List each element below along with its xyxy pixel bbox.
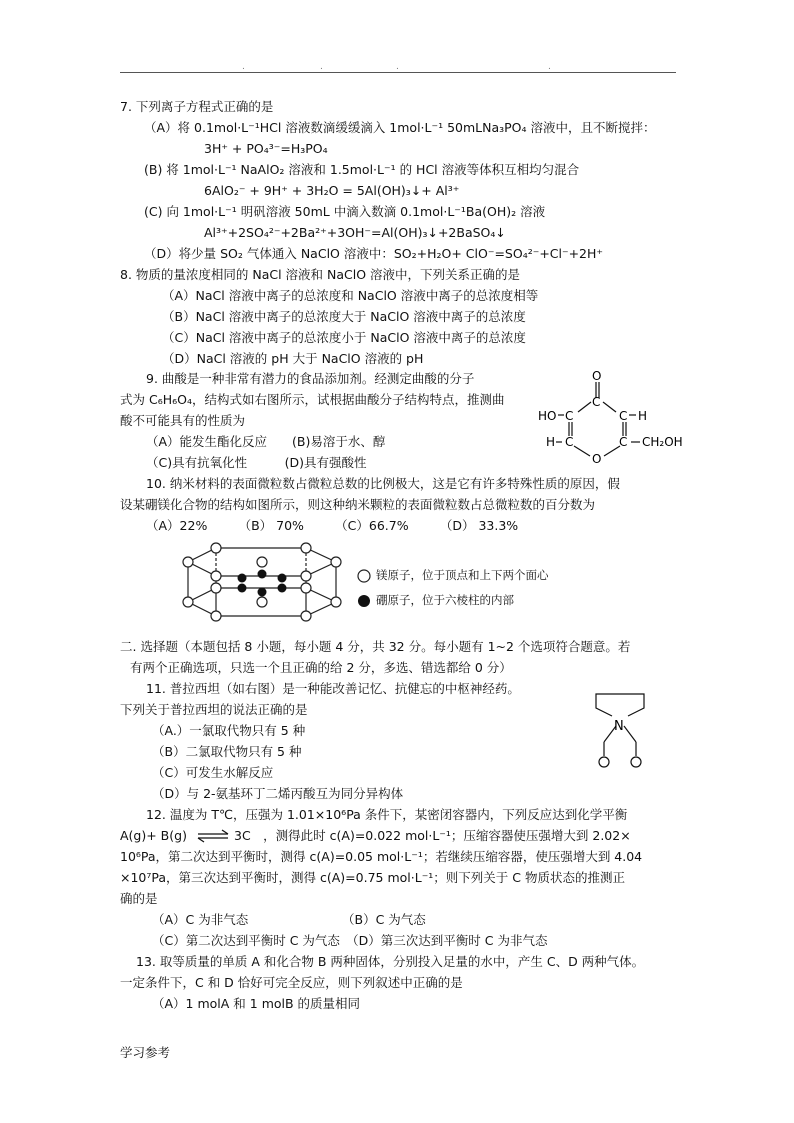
svg-text:C: C (592, 395, 601, 409)
svg-text:C: C (619, 409, 628, 423)
svg-text:C: C (565, 435, 574, 449)
q7-option-c-equation: Al³⁺+2SO₄²⁻+2Ba²⁺+3OH⁻=Al(OH)₃↓+2BaSO₄↓ (204, 225, 506, 240)
q8-stem: 8. 物质的量浓度相同的 NaCl 溶液和 NaClO 溶液中，下列关系正确的是 (120, 267, 521, 282)
piracetam-structure (588, 686, 668, 772)
svg-text:C: C (565, 409, 574, 423)
q7-option-a-equation: 3H⁺ + PO₄³⁻=H₃PO₄ (204, 141, 328, 156)
mg-atom-legend: 镁原子，位于顶点和上下两个面心 (376, 568, 549, 582)
q8-option-b: （B）NaCl 溶液中离子的总浓度大于 NaClO 溶液中离子的总浓度 (162, 309, 526, 324)
q7-option-b-equation: 6AlO₂⁻ + 9H⁺ + 3H₂O = 5Al(OH)₃↓+ Al³⁺ (204, 183, 460, 198)
q12-options-cd: （C）第二次达到平衡时 C 为气态 （D）第三次达到平衡时 C 为非气态 (152, 933, 548, 948)
svg-text:H: H (638, 409, 648, 423)
q13-stem-1: 13. 取等质量的单质 A 和化合物 B 两种固体，分别投入足量的水中，产生 C、D 两种气体。 (136, 954, 645, 969)
svg-text:C: C (619, 435, 628, 449)
q9-options-ab: （A）能发生酯化反应 (B)易溶于水、醇 (146, 434, 386, 449)
q11-stem-1: 11. 普拉西坦（如右图）是一种能改善记忆、抗健忘的中枢神经药。 (146, 681, 520, 696)
q12-stem-4: ×10⁷Pa，第三次达到平衡时，测得 c(A)=0.75 mol·L⁻¹；则下列关于 C 物质状态的推测正 (120, 870, 625, 885)
q9-options-cd: （C)具有抗氧化性 (D)具有强酸性 (146, 455, 367, 470)
section-2-heading-2: 有两个正确选项，只选一个且正确的给 2 分，多选、错选都给 0 分） (130, 660, 512, 675)
q7-option-a: （A）将 0.1mol·L⁻¹HCl 溶液数滴缓缓滴入 1mol·L⁻¹ 50mLNa₃PO₄ 溶液中，且不断搅拌： (144, 120, 656, 135)
q8-option-c: （C）NaCl 溶液中离子的总浓度小于 NaClO 溶液中离子的总浓度 (162, 330, 526, 345)
section-2-heading-1: 二. 选择题（本题包括 8 小题，每小题 4 分，共 32 分。每小题有 1~2 个选项符合题意。若 (120, 639, 631, 654)
q9-stem-2: 式为 C₆H₆O₄，结构式如右图所示，试根据曲酸分子结构特点，推测曲 (120, 392, 505, 407)
svg-text:CH₂OH: CH₂OH (642, 435, 683, 449)
q9-stem-1: 9. 曲酸是一种非常有潜力的食品添加剂。经测定曲酸的分子 (146, 371, 475, 386)
q12-stem-2-start: A(g)+ B(g) (120, 828, 187, 843)
q7-option-c: (C) 向 1mol·L⁻¹ 明矾溶液 50mL 中滴入数滴 0.1mol·L⁻¹Ba(OH)₂ 溶液 (144, 204, 546, 219)
q11-option-d: （D）与 2-氨基环丁二烯丙酸互为同分异构体 (152, 786, 404, 801)
q11-stem-2: 下列关于普拉西坦的说法正确的是 (120, 702, 308, 717)
q12-stem-1: 12. 温度为 T℃，压强为 1.01×10⁶Pa 条件下，某密闭容器内，下列反应达到化学平衡 (146, 807, 628, 822)
q7-option-b: (B) 将 1mol·L⁻¹ NaAlO₂ 溶液和 1.5mol·L⁻¹ 的 HCl 溶液等体积互相均匀混合 (144, 162, 580, 177)
q7-stem: 7. 下列离子方程式正确的是 (120, 99, 274, 114)
q10-stem-1: 10. 纳米材料的表面微粒数占微粒总数的比例极大，这是它有许多特殊性质的原因，假 (146, 476, 620, 491)
mg-atom-legend-icon (356, 568, 372, 584)
b-atom-legend: 硼原子，位于六棱柱的内部 (376, 593, 514, 607)
q13-option-a: （A）1 molA 和 1 molB 的质量相同 (152, 996, 361, 1011)
svg-text:HO: HO (538, 409, 557, 423)
q7-option-d: （D）将少量 SO₂ 气体通入 NaClO 溶液中：SO₂+H₂O+ ClO⁻=SO₄²⁻+Cl⁻+2H⁺ (144, 246, 604, 261)
q11-option-c: （C）可发生水解反应 (152, 765, 274, 780)
kojic-acid-structure (536, 364, 686, 464)
q12-stem-5: 确的是 (120, 891, 158, 906)
q10-options: （A）22% （B） 70% （C）66.7% （D） 33.3% (146, 518, 519, 533)
svg-text:O: O (592, 369, 602, 383)
q12-options-ab: （A）C 为非气态 （B）C 为气态 (152, 912, 426, 927)
q9-stem-3: 酸不可能具有的性质为 (120, 413, 246, 428)
hexagonal-prism-structure (176, 538, 346, 624)
equilibrium-arrow-icon (196, 829, 232, 843)
q11-option-b: （B）二氯取代物只有 5 种 (152, 744, 302, 759)
page-footer: 学习参考 (120, 1045, 171, 1060)
header-rule (120, 72, 676, 73)
svg-text:O: O (592, 452, 602, 464)
q8-option-a: （A）NaCl 溶液中离子的总浓度和 NaClO 溶液中离子的总浓度相等 (162, 288, 539, 303)
q8-option-d: （D）NaCl 溶液的 pH 大于 NaClO 溶液的 pH (162, 351, 424, 366)
q12-stem-2-end: 3C ，测得此时 c(A)=0.022 mol·L⁻¹；压缩容器使压强增大到 2.02× (234, 828, 631, 843)
q11-option-a: （A.）一氯取代物只有 5 种 (152, 723, 306, 738)
q12-stem-3: 10⁶Pa，第二次达到平衡时，测得 c(A)=0.05 mol·L⁻¹；若继续压缩容器，使压强增大到 4.04 (120, 849, 643, 864)
svg-text:N: N (614, 719, 624, 734)
q10-stem-2: 设某硼镁化合物的结构如图所示，则这种纳米颗粒的表面微粒数占总微粒数的百分数为 (120, 497, 596, 512)
q13-stem-2: 一定条件下，C 和 D 恰好可完全反应，则下列叙述中正确的是 (120, 975, 463, 990)
svg-text:H: H (546, 435, 556, 449)
b-atom-legend-icon (356, 593, 372, 609)
